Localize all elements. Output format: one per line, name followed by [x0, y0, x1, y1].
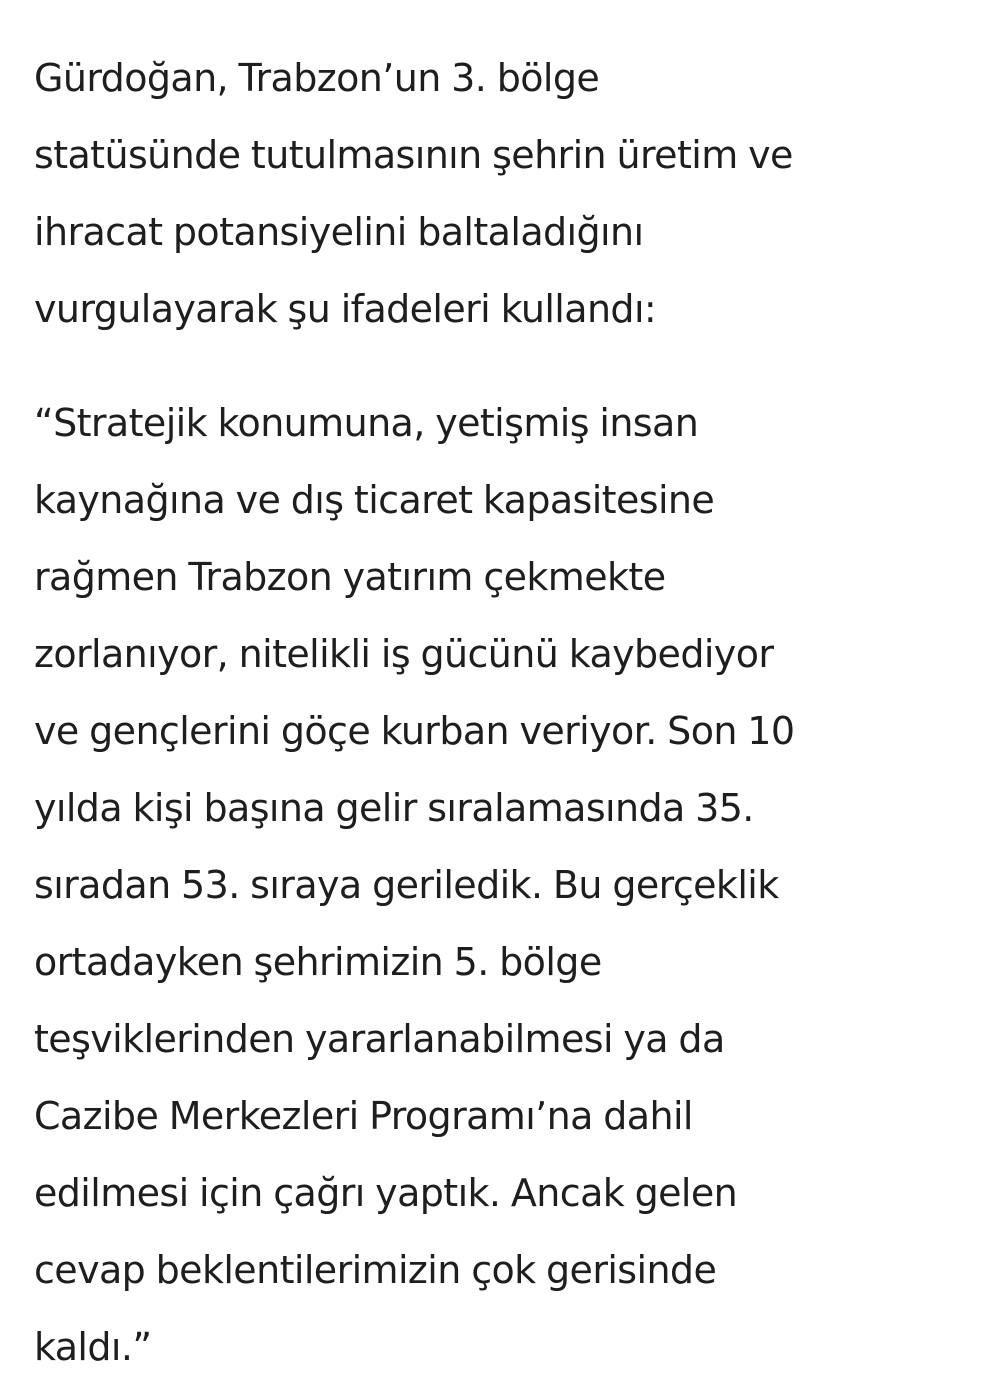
- paragraph-spacer: [34, 348, 970, 385]
- text-line: zorlanıyor, nitelikli iş gücünü kaybediyor: [34, 632, 774, 676]
- text-line: ihracat potansiyelini baltaladığını: [34, 210, 644, 254]
- paragraph-intro: [34, 40, 970, 348]
- text-line: kaynağına ve dış ticaret kapasitesine: [34, 478, 715, 522]
- text-line: rağmen Trabzon yatırım çekmekte: [34, 555, 666, 599]
- text-line: statüsünde tutulmasının şehrin üretim ve: [34, 133, 793, 177]
- text-line: cevap beklentilerimizin çok gerisinde: [34, 1248, 717, 1292]
- text-line: “Stratejik konumuna, yetişmiş insan: [34, 401, 699, 445]
- text-line: sıradan 53. sıraya geriledik. Bu gerçeklik: [34, 863, 779, 907]
- text-line: Cazibe Merkezleri Programı’na dahil: [34, 1094, 693, 1138]
- paragraph-quote: [34, 385, 970, 1386]
- text-line: edilmesi için çağrı yaptık. Ancak gelen: [34, 1171, 738, 1215]
- text-line: Gürdoğan, Trabzon’un 3. bölge: [34, 56, 600, 100]
- text-line: teşviklerinden yararlanabilmesi ya da: [34, 1017, 725, 1061]
- text-line: yılda kişi başına gelir sıralamasında 35.: [34, 786, 754, 830]
- text-line: kaldı.”: [34, 1325, 152, 1369]
- text-line: vurgulayarak şu ifadeleri kullandı:: [34, 287, 657, 331]
- text-line: ve gençlerini göçe kurban veriyor. Son 10: [34, 709, 795, 753]
- text-line: ortadayken şehrimizin 5. bölge: [34, 940, 602, 984]
